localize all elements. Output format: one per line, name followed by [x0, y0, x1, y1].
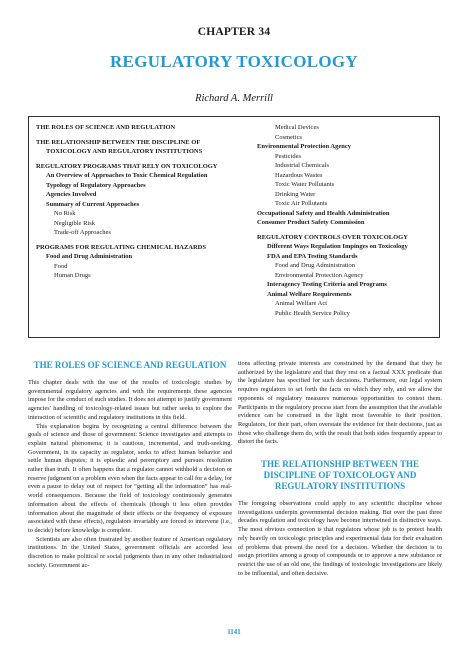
paragraph: Scientists are also often frustrated by another feature of American regulatory institutions. In the United States, government officials are accorded less discretion to make political or social judgments than in any other industrialized society. Government ac- [28, 535, 232, 569]
toc-item: Negligible Risk [54, 219, 95, 227]
toc-item: Environmental Protection Agency [275, 271, 364, 279]
paragraph: This chapter deals with the use of the results of toxicologic studies by governmental regulatory agencies and with the requirements these agencies impose for the conduct of such studies. It does not attempt to justify government agencies' handling of toxicology-related issues but rather seeks to explore the interaction of scientific and regulatory institutions in this field. [28, 379, 232, 421]
toc-item: Toxic Air Pollutants [275, 200, 328, 207]
toc-item: Medical Devices [275, 124, 319, 131]
toc-column-right [257, 123, 437, 318]
section-heading: THE RELATIONSHIP BETWEEN THE DISCIPLINE OF TOXICOLOGY AND REGULATORY INSTITUTIONS [261, 459, 419, 492]
table-of-contents [28, 116, 440, 338]
chapter-title: REGULATORY TOXICOLOGY [109, 52, 358, 71]
toc-item: Public Health Service Policy [275, 309, 350, 317]
toc-item: Typology of Regulatory Approaches [46, 181, 146, 189]
toc-item: No Risk [54, 210, 76, 217]
toc-item: THE RELATIONSHIP BETWEEN THE DISCIPLINE OF TOXICOLOGY AND REGULATORY INSTITUTIONS [36, 138, 203, 155]
toc-item: Cosmetics [275, 133, 303, 141]
toc-item: Occupational Safety and Health Administration [257, 209, 390, 217]
toc-item: THE ROLES OF SCIENCE AND REGULATION [36, 124, 176, 131]
toc-item: Trade-off Approaches [54, 229, 111, 236]
toc-item: Human Drugs [54, 272, 91, 279]
toc-item: PROGRAMS FOR REGULATING CHEMICAL HAZARDS [36, 243, 206, 251]
toc-item: Industrial Chemicals [275, 162, 329, 169]
section-heading: THE ROLES OF SCIENCE AND REGULATION [33, 360, 227, 370]
toc-item: Food and Drug Administration [46, 253, 133, 260]
toc-item: Agencies Involved [46, 191, 97, 198]
paragraph: tions affecting private interests are constrained by the demand that they be authorized by the legislature and that they rest on a factual XXX predicate that the legislature has specified for such decisions. Furthermore, our legal system requires regulators to set forth the facts on which they rely, and we allow the opponents of regulatory measures numerous opportunities to contest them. Participants in the regulatory process start from the assumption that the available evidence can be construed in the light most favorable to their position. Regulators, for their part, often overstate the evidence for their decisions, just as those who challenge them do, with the result that both sides frequently appear to distort the facts. [238, 360, 442, 446]
toc-item: Food [54, 262, 68, 270]
toc-item: An Overview of Approaches to Toxic Chemical Regulation [46, 172, 208, 179]
chapter-label: CHAPTER 34 [197, 26, 271, 38]
toc-item: Pesticides [275, 152, 301, 160]
toc-item: Different Ways Regulation Impinges on Toxicology [267, 243, 408, 250]
toc-item: Hazardous Wastes [275, 171, 323, 179]
body-column-left [28, 360, 232, 570]
toc-item: Toxic Water Pollutants [275, 181, 335, 188]
toc-item: Consumer Product Safety Commission [257, 219, 365, 226]
author: Richard A. Merrill [195, 93, 273, 104]
toc-item: Animal Welfare Act [275, 300, 328, 307]
toc-item: REGULATORY CONTROLS OVER TOXICOLOGY [257, 233, 408, 241]
toc-item: Summary of Current Approaches [46, 200, 140, 208]
toc-item: Animal Welfare Requirements [267, 290, 352, 298]
toc-item: Interagency Testing Criteria and Programs [267, 281, 387, 288]
toc-item: REGULATORY PROGRAMS THAT RELY ON TOXICOLOGY [36, 162, 218, 170]
toc-item: Environmental Protection Agency [257, 143, 352, 150]
toc-column-left [36, 123, 241, 281]
toc-item: FDA and EPA Testing Standards [267, 252, 358, 260]
paragraph: This explanation begins by recognizing a central difference between the goals of science and those of government: Science investigates and attempts to explain natural phenomena; it is cautious, incremental, and truth-seeking. Government, in its capacity as regulator, seeks to affect human behavior and settle human disputes; it is episodic and peremptory and pursues resolution rather than truth. It often happens that a regulator cannot withhold a decision or reserve judgment on a problem even when the facts appear to call for a delay, for even a pause to delay out of respect for “getting all the information” has real-world consequences. Because the field of toxicology continuously generates information about the effects of chemicals (though it less often provides information about the magnitude of their effects or the frequency of exposure associated with these effects), regulators invariably are forced to intervene (i.e., to decide) before knowledge is complete. [28, 422, 232, 534]
page-number: 1141 [227, 628, 241, 636]
toc-item: Drinking Water [275, 190, 316, 198]
body-column-right [238, 360, 442, 578]
paragraph: The foregoing observations could apply to any scientific discipline whose investigations underpin governmental decision making. But over the past three decades regulation and toxicology have become intertwined in distinctive ways. The most obvious connection is that regulators whose job is to protect health rely heavily on toxicologic principles and experimental data for their evaluation of problems that present the need for a decision. Whether the decision is to assign priorities among a group of compounds or to approve a new substance or restrict the use of an old one, the findings of toxicologic investigations are likely to be influential, and often decisive. [238, 500, 442, 577]
toc-item: Food and Drug Administration [275, 262, 355, 269]
